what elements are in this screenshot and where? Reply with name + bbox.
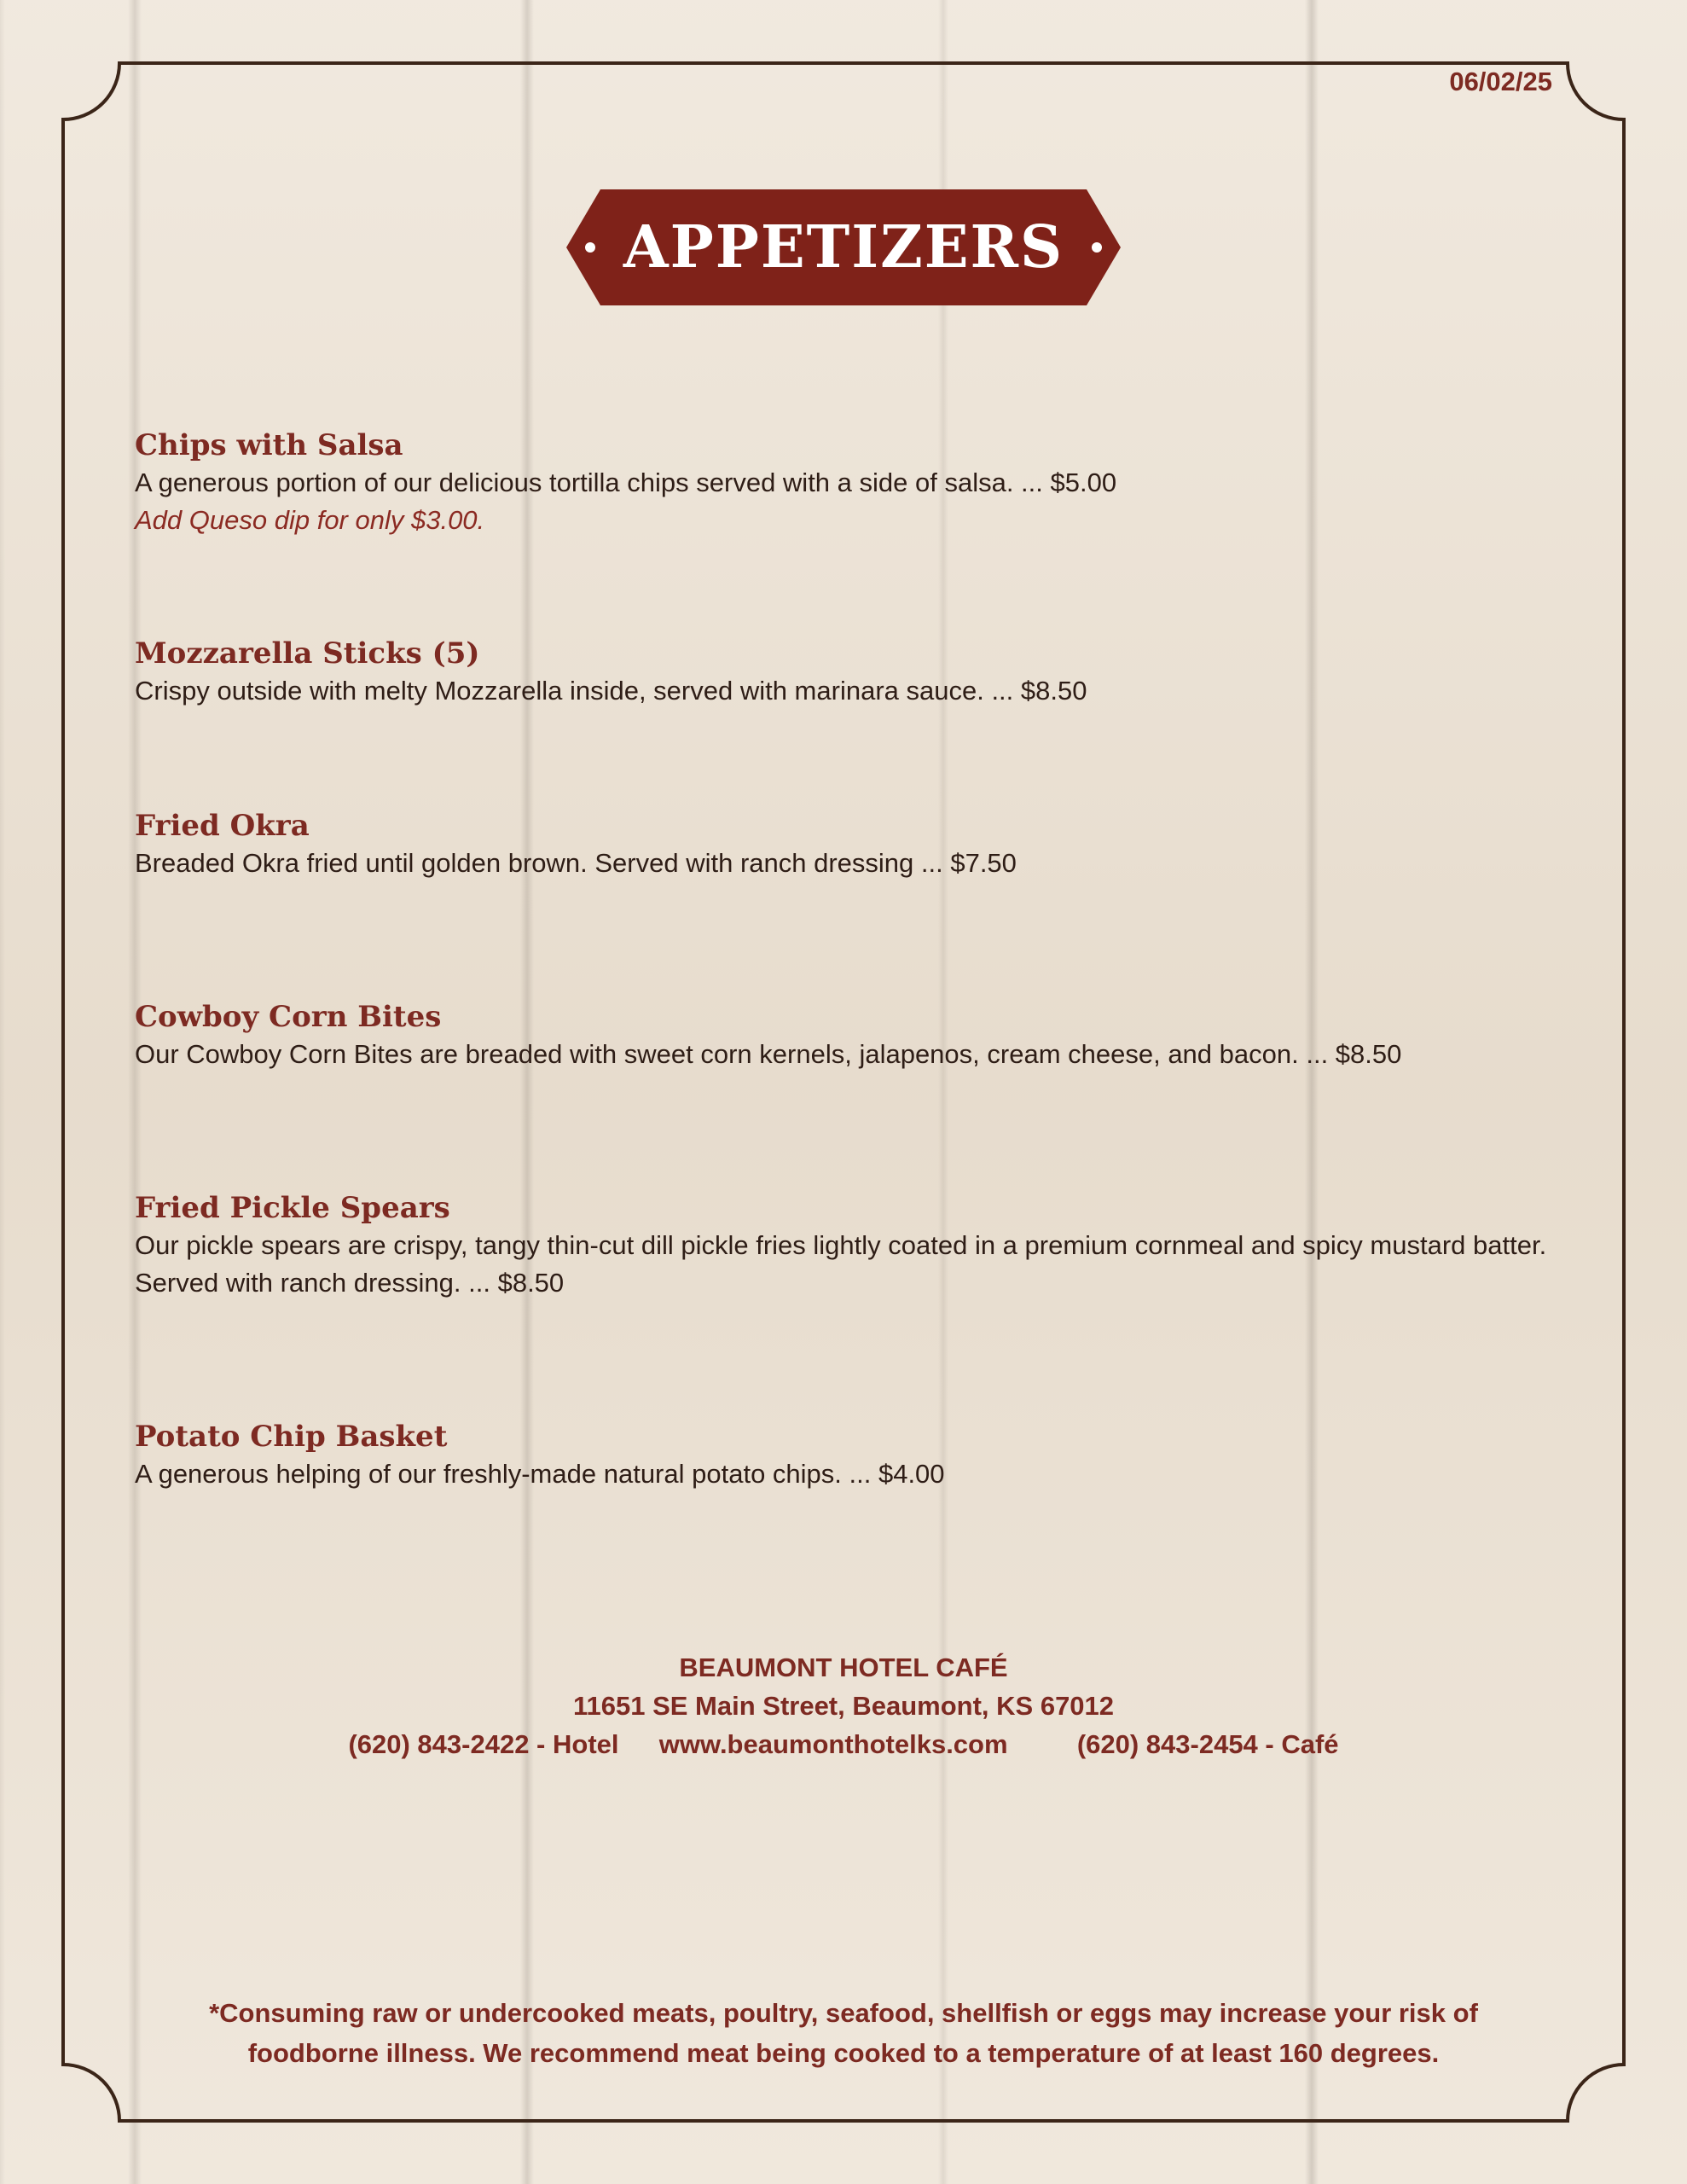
item-note: Add Queso dip for only $3.00. <box>135 505 485 535</box>
item-description: Our Cowboy Corn Bites are breaded with sweet corn kernels, jalapenos, cream cheese, and bacon. ... $8.50 <box>135 1039 1402 1069</box>
cafe-address: 11651 SE Main Street, Beaumont, KS 67012 <box>572 1691 1115 1721</box>
cafe-name: BEAUMONT HOTEL CAFÉ <box>679 1653 1008 1682</box>
food-safety-disclaimer <box>0 1993 1687 2073</box>
item-name: Potato Chip Basket <box>135 1420 448 1454</box>
item-name: Chips with Salsa <box>135 428 403 462</box>
item-name: Fried Pickle Spears <box>135 1191 450 1225</box>
cafe-phone: (620) 843-2454 - Café <box>1076 1729 1339 1759</box>
item-name: Mozzarella Sticks (5) <box>135 636 480 671</box>
menu-item <box>135 427 1551 539</box>
item-description: A generous portion of our delicious tortilla chips served with a side of salsa. ... $5.00 <box>135 468 1117 497</box>
menu-item <box>135 1189 1551 1302</box>
contact-line <box>0 1725 1687 1763</box>
page-title: APPETIZERS <box>623 213 1064 282</box>
item-description: Crispy outside with melty Mozzarella inside, served with marinara sauce. ... $8.50 <box>135 676 1087 706</box>
menu-item <box>135 807 1551 882</box>
menu-item <box>135 1418 1551 1493</box>
title-banner <box>566 189 1121 305</box>
disclaimer-line: *Consuming raw or undercooked meats, poultry, seafood, shellfish or eggs may increase your risk of <box>209 1998 1478 2028</box>
contact-footer <box>0 1648 1687 1763</box>
item-description: Breaded Okra fried until golden brown. Served with ranch dressing ... $7.50 <box>135 848 1017 878</box>
menu-item <box>135 998 1551 1073</box>
hotel-phone: (620) 843-2422 - Hotel <box>348 1729 619 1759</box>
menu-date: 06/02/25 <box>1449 67 1552 96</box>
item-name: Cowboy Corn Bites <box>135 1000 442 1034</box>
item-description: A generous helping of our freshly-made natural potato chips. ... $4.00 <box>135 1459 945 1489</box>
menu-item <box>135 635 1551 710</box>
item-name: Fried Okra <box>135 809 310 843</box>
disclaimer-line: foodborne illness. We recommend meat being cooked to a temperature of at least 160 degrees. <box>247 2038 1440 2068</box>
item-description: Our pickle spears are crispy, tangy thin-cut dill pickle fries lightly coated in a premium cornmeal and spicy mustard batter. Served with ranch dressing. ... $8.50 <box>135 1230 1547 1298</box>
website-link[interactable]: www.beaumonthotelks.com <box>658 1729 1008 1759</box>
